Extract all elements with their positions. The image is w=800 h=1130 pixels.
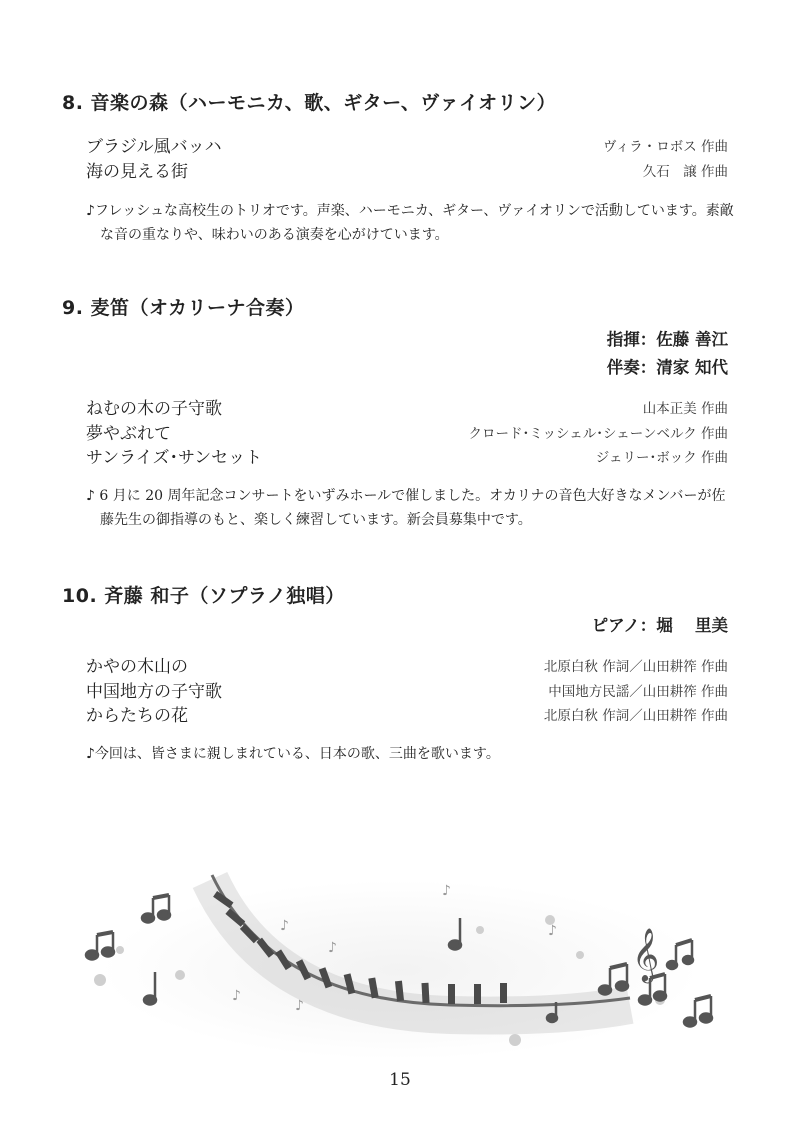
accompanist-credit: 伴奏：清家 知代 — [606, 358, 728, 377]
svg-text:♪: ♪ — [295, 998, 304, 1014]
section-9-title: 9. 麦笛（オカリーナ合奏） — [62, 297, 305, 319]
section-8-title: 8. 音楽の森（ハーモニカ、歌、ギター、ヴァイオリン） — [62, 92, 557, 114]
song-title: サンライズ･サンセット — [86, 448, 263, 468]
conductor-credit: 指揮：佐藤 善江 — [606, 330, 728, 349]
song-credit: 山本正美 作曲 — [642, 401, 728, 417]
song-credit: ジェリー･ボック 作曲 — [595, 450, 728, 466]
song-row — [86, 419, 728, 443]
song-credit: 北原白秋 作詞／山田耕筰 作曲 — [543, 708, 728, 724]
song-row — [86, 701, 728, 725]
svg-text:♪: ♪ — [442, 883, 451, 899]
song-title: 中国地方の子守歌 — [86, 682, 222, 702]
song-row — [86, 443, 728, 467]
section-8-note: ♪フレッシュな高校生のトリオです。声楽、ハーモニカ、ギター、ヴァイオリンで活動しています。素敵な音の重なりや、味わいのある演奏を心がけています。 — [86, 203, 734, 243]
song-row — [86, 394, 728, 418]
song-title: 夢やぶれて — [86, 424, 171, 444]
song-title: かやの木山の — [86, 657, 188, 677]
song-credit: クロード･ミッシェル･シェーンベルク 作曲 — [468, 426, 728, 442]
section-10-title: 10. 斉藤 和子（ソプラノ独唱） — [62, 585, 345, 607]
song-credit: 久石 譲 作曲 — [642, 164, 728, 180]
pianist-credit: ピアノ：堀 里美 — [591, 616, 728, 635]
song-row — [86, 132, 728, 156]
song-credit: 北原白秋 作詞／山田耕筰 作曲 — [543, 659, 728, 675]
svg-text:♪: ♪ — [232, 988, 241, 1004]
section-9-note: ♪ 6 月に 20 周年記念コンサートをいずみホールで催しました。オカリナの音色大好きなメンバーが佐藤先生の御指導のもと、楽しく練習しています。新会員募集中です。 — [86, 488, 726, 528]
svg-text:♪: ♪ — [548, 923, 557, 939]
song-row — [86, 157, 728, 181]
song-title: 海の見える街 — [86, 162, 188, 182]
section-10-note: ♪今回は、皆さまに親しまれている、日本の歌、三曲を歌います。 — [86, 746, 500, 762]
song-row — [86, 652, 728, 676]
svg-text:♪: ♪ — [280, 918, 289, 934]
song-title: ブラジル風バッハ — [86, 137, 222, 157]
song-row — [86, 677, 728, 701]
song-title: からたちの花 — [86, 706, 188, 726]
svg-text:♪: ♪ — [328, 940, 337, 956]
svg-text:𝄞: 𝄞 — [632, 927, 660, 981]
song-credit: ヴィラ・ロボス 作曲 — [603, 139, 728, 155]
page-number: 15 — [389, 1070, 411, 1090]
song-credit: 中国地方民謡／山田耕筰 作曲 — [548, 684, 728, 700]
piano-keys-and-music-notes-illustration — [60, 860, 740, 1060]
song-title: ねむの木の子守歌 — [86, 399, 222, 419]
